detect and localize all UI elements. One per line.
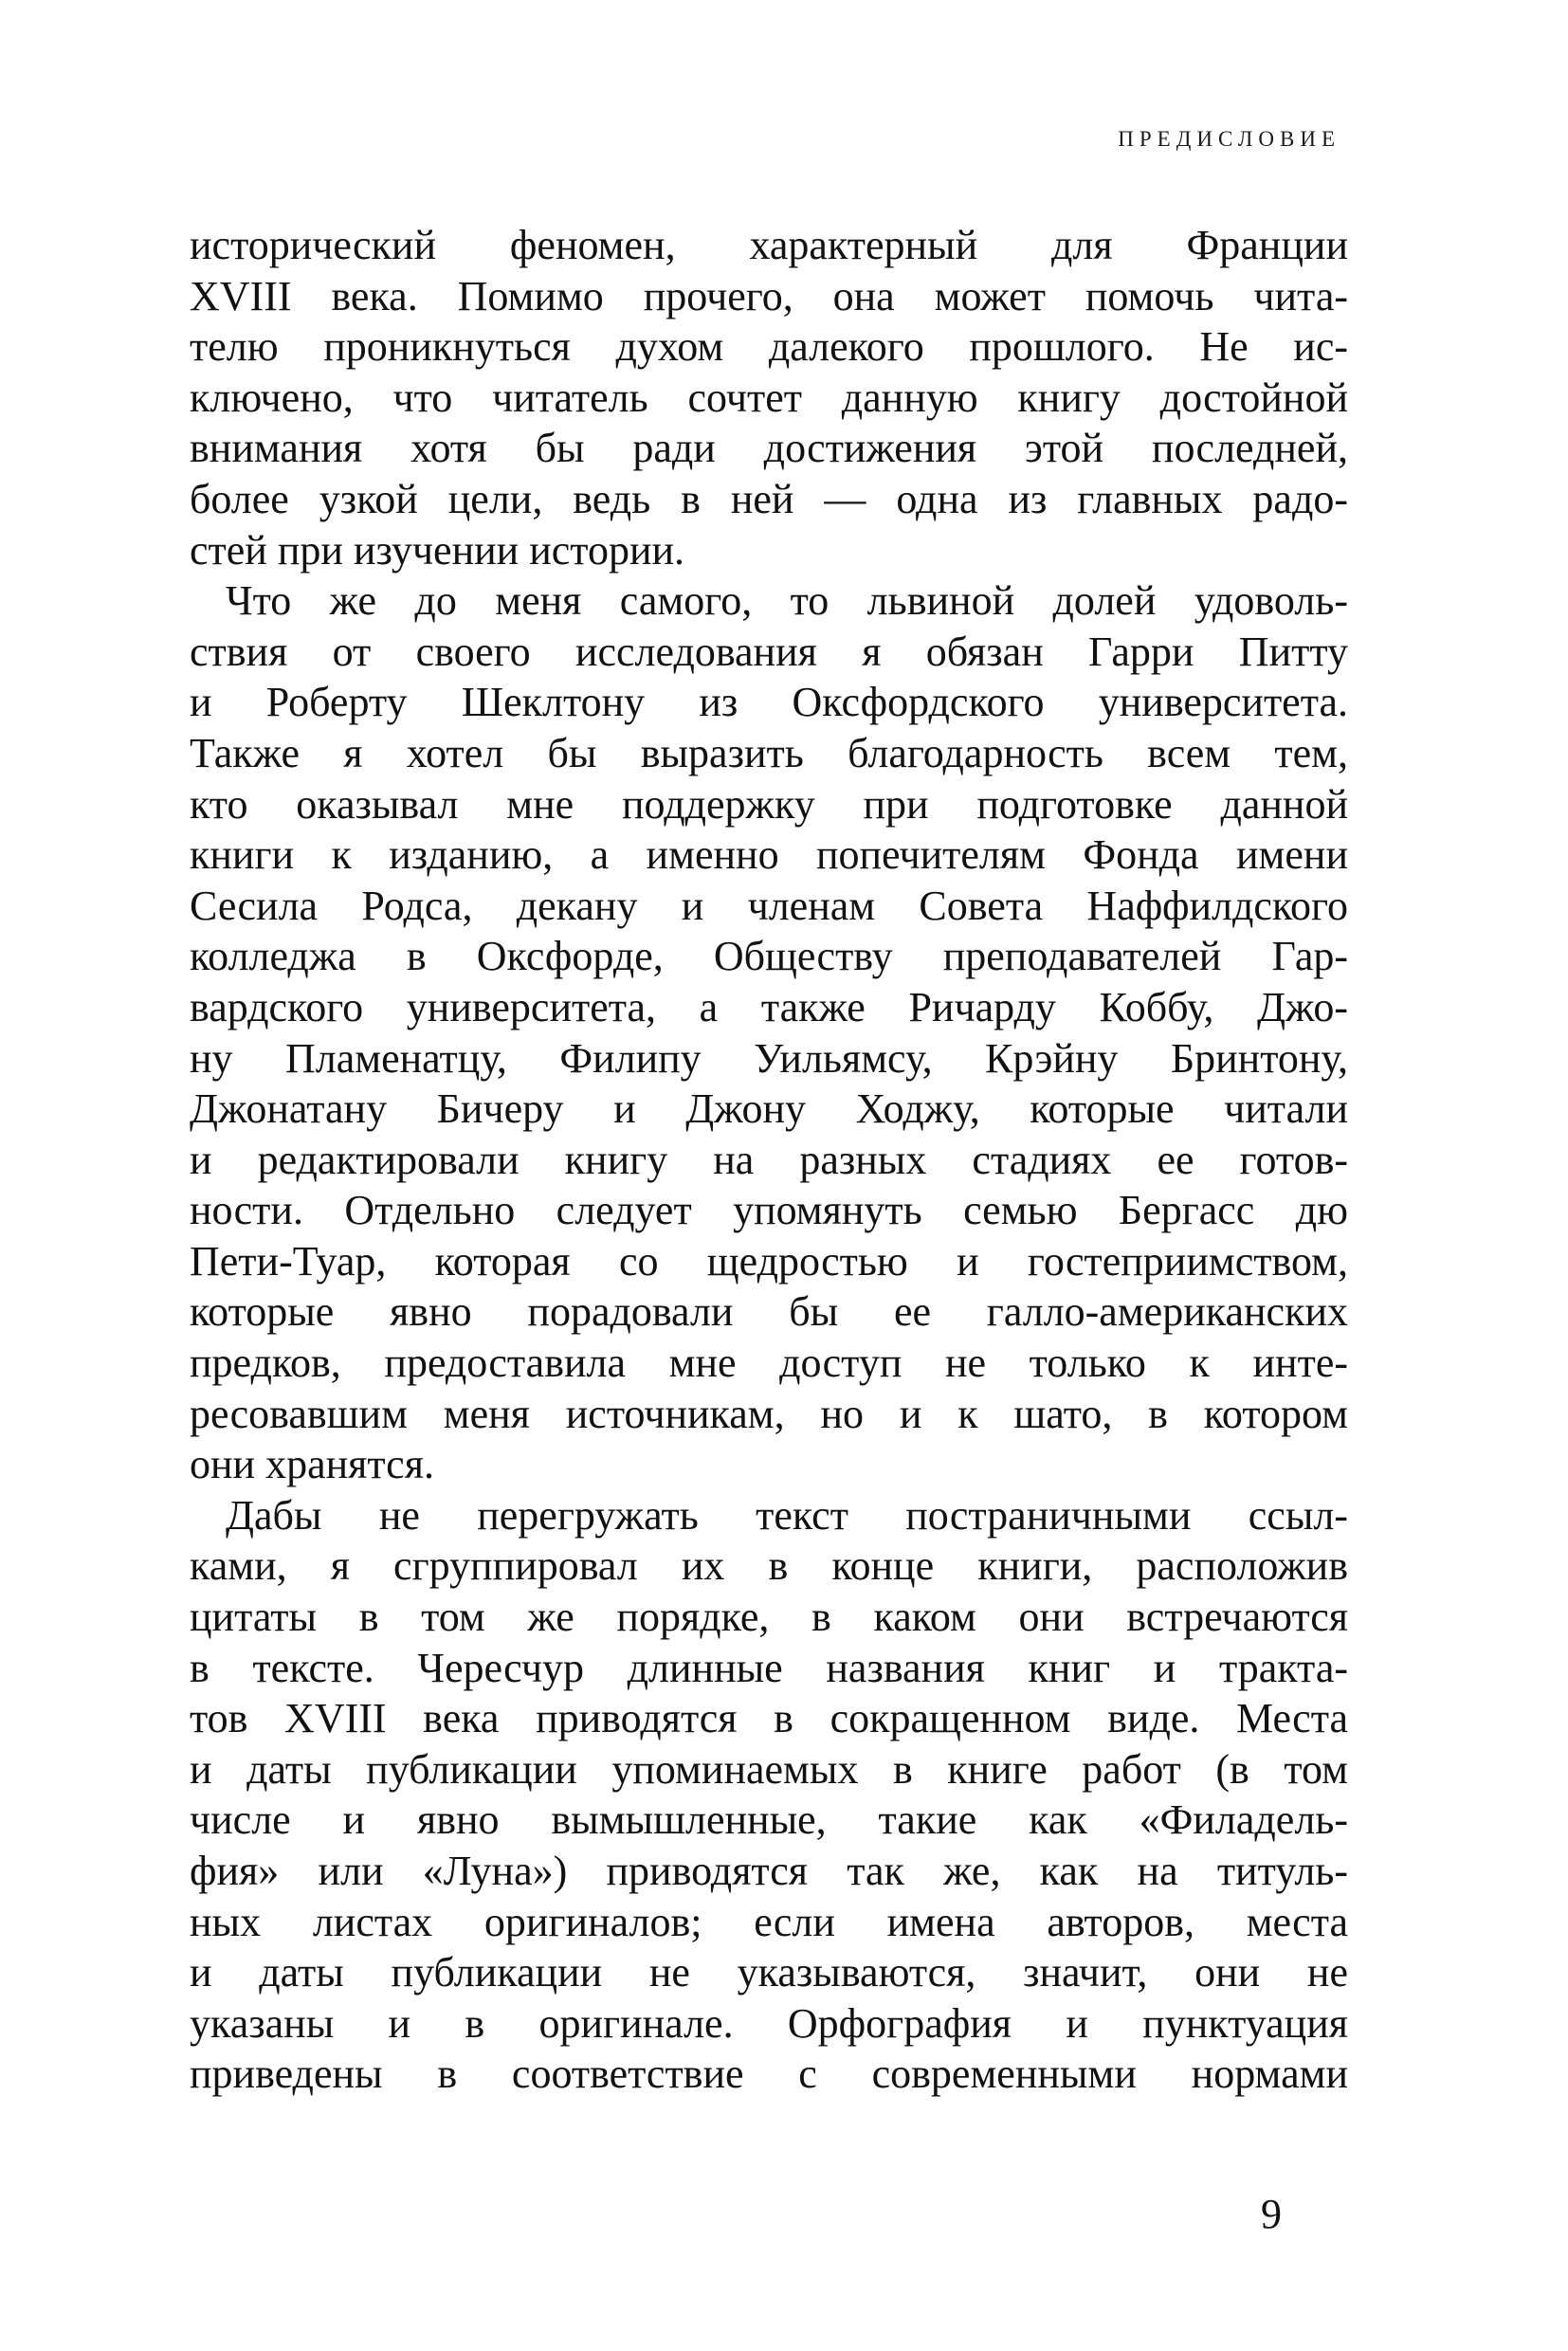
- text-line: цитаты в том же порядке, в каком они встречаются: [190, 1594, 1348, 1641]
- text-line: они хранятся.: [190, 1441, 434, 1488]
- text-line: и Роберту Шеклтону из Оксфордского университета.: [190, 679, 1348, 726]
- text-line: вардского университета, а также Ричарду Коббу, Джо-: [190, 983, 1348, 1030]
- running-head: ПРЕДИСЛОВИЕ: [1118, 127, 1340, 151]
- text-line: тов XVIII века приводятся в сокращенном виде. Места: [190, 1695, 1348, 1742]
- text-line: ных листах оригиналов; если имена авторов, места: [190, 1898, 1348, 1945]
- text-line: ну Пламенатцу, Филипу Уильямсу, Крэйну Бринтону,: [190, 1034, 1348, 1082]
- text-line: в тексте. Чересчур длинные названия книг и тракта-: [190, 1644, 1348, 1691]
- paragraph: [190, 575, 1348, 1490]
- text-line: и редактировали книгу на разных стадиях ее готов-: [190, 1136, 1348, 1183]
- text-line: предков, предоставила мне доступ не только к инте-: [190, 1340, 1348, 1387]
- text-line: фия» или «Луна») приводятся так же, как на титуль-: [190, 1848, 1348, 1894]
- text-line: ствия от своего исследования я обязан Гарри Питту: [190, 628, 1348, 675]
- paragraph: [190, 1490, 1348, 2100]
- text-line: стей при изучении истории.: [190, 526, 685, 574]
- page-number: 9: [1261, 2191, 1282, 2237]
- text-line: ками, я сгруппировал их в конце книги, расположив: [190, 1542, 1348, 1590]
- text-line: числе и явно вымышленные, такие как «Филадель-: [190, 1796, 1348, 1844]
- text-line: Джонатану Бичеру и Джону Ходжу, которые читали: [190, 1085, 1348, 1133]
- text-line: указаны и в оригинале. Орфография и пунктуация: [190, 1999, 1348, 2047]
- text-line: приведены в соответствие с современными нормами: [190, 2050, 1348, 2098]
- text-line: Дабы не перегружать текст постраничными ссыл-: [226, 1491, 1348, 1539]
- text-line: XVIII века. Помимо прочего, она может помочь чита-: [190, 272, 1348, 319]
- text-line: и даты публикации не указываются, значит, они не: [190, 1949, 1348, 1996]
- text-line: колледжа в Оксфорде, Обществу преподавателей Гар-: [190, 933, 1348, 980]
- text-line: ресовавшим меня источникам, но и к шато, в котором: [190, 1390, 1348, 1437]
- text-line: Также я хотел бы выразить благодарность всем тем,: [190, 729, 1348, 776]
- text-line: Пети-Туар, которая со щедростью и гостеприимством,: [190, 1237, 1348, 1285]
- text-line: и даты публикации упоминаемых в книге работ (в том: [190, 1745, 1348, 1793]
- text-line: ключено, что читатель сочтет данную книгу достойной: [190, 374, 1348, 421]
- text-line: внимания хотя бы ради достижения этой последней,: [190, 425, 1348, 472]
- text-line: книги к изданию, а именно попечителям Фонда имени: [190, 831, 1348, 879]
- text-line: которые явно порадовали бы ее галло-американских: [190, 1288, 1348, 1336]
- text-line: Что же до меня самого, то львиной долей удоволь-: [226, 577, 1348, 625]
- body-text: [190, 220, 1348, 2100]
- text-line: Сесила Родса, декану и членам Совета Наффилдского: [190, 882, 1348, 929]
- text-line: телю проникнуться духом далекого прошлого. Не ис-: [190, 323, 1348, 371]
- text-line: исторический феномен, характерный для Франции: [190, 222, 1348, 268]
- text-line: кто оказывал мне поддержку при подготовке данной: [190, 780, 1348, 828]
- text-line: ности. Отдельно следует упомянуть семью Бергасс дю: [190, 1187, 1348, 1234]
- paragraph: [190, 220, 1348, 575]
- text-line: более узкой цели, ведь в ней — одна из главных радо-: [190, 475, 1348, 522]
